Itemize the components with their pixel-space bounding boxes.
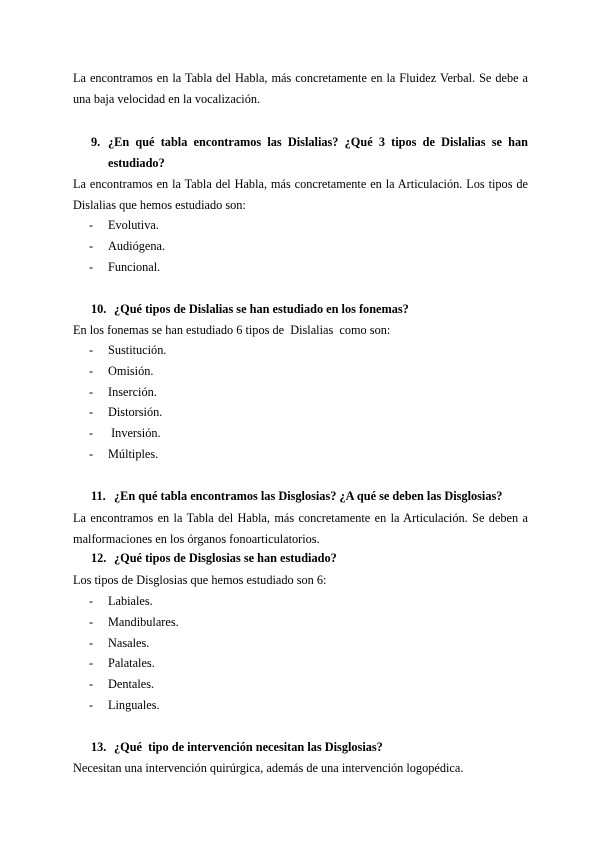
answer-11 xyxy=(73,508,528,549)
question-11-text: ¿En qué tabla encontramos las Disglosias? ¿A qué se deben las Disglosias? xyxy=(114,489,503,503)
list-item xyxy=(89,257,165,278)
list-item-text: Omisión. xyxy=(108,363,154,378)
answer-10 xyxy=(73,320,528,341)
list-item xyxy=(89,402,166,423)
answer-13-line-1: Necesitan una intervención quirúrgica, además de una intervención logopédica. xyxy=(73,761,464,775)
question-10-text: ¿Qué tipos de Dislalias se han estudiado en los fonemas? xyxy=(114,302,409,316)
intro-line-1: La encontramos en la Tabla del Habla, más concretamente en la Fluidez Verbal. Se debe a xyxy=(73,71,528,85)
answer-12 xyxy=(73,570,528,591)
list-item xyxy=(89,674,179,695)
answer-11-line-1: La encontramos en la Tabla del Habla, más concretamente en la Articulación. Se deben a xyxy=(73,511,528,525)
list-marker: - xyxy=(89,384,94,399)
list-item-text: Audiógena. xyxy=(108,238,166,253)
intro-paragraph xyxy=(73,68,528,109)
list-marker: - xyxy=(89,677,94,692)
answer-13 xyxy=(73,758,528,779)
list-item xyxy=(89,633,179,654)
list-marker: - xyxy=(89,614,94,629)
question-9-line-2: estudiado? xyxy=(108,155,165,170)
answer-12-line-1: Los tipos de Disglosias que hemos estudiado son 6: xyxy=(73,573,327,587)
list-marker: - xyxy=(89,238,94,253)
list-item xyxy=(89,591,179,612)
question-12-number: 12. xyxy=(91,551,107,565)
list-item xyxy=(89,382,166,403)
list-9 xyxy=(89,215,165,277)
answer-9-line-2: Dislalias que hemos estudiado son: xyxy=(73,197,246,212)
list-marker: - xyxy=(89,426,94,441)
question-13-text: ¿Qué tipo de intervención necesitan las Disglosias? xyxy=(114,740,383,754)
list-marker: - xyxy=(89,594,94,608)
question-9-text xyxy=(108,132,528,173)
question-12-text: ¿Qué tipos de Disglosias se han estudiado? xyxy=(114,551,337,565)
list-item xyxy=(89,444,166,465)
answer-9 xyxy=(73,174,528,215)
list-item-text: Distorsión. xyxy=(108,405,163,420)
list-item-text: Inversión. xyxy=(108,426,161,441)
list-marker: - xyxy=(89,218,94,232)
list-marker: - xyxy=(89,697,94,712)
list-marker: - xyxy=(89,343,94,357)
list-marker: - xyxy=(89,635,94,650)
list-item-text: Evolutiva. xyxy=(108,218,159,232)
list-item-text: Dentales. xyxy=(108,677,155,692)
list-10 xyxy=(89,340,166,465)
list-item-text: Inserción. xyxy=(108,384,157,399)
question-10-number: 10. xyxy=(91,302,107,316)
list-item-text: Múltiples. xyxy=(108,446,159,461)
question-9-number: 9. xyxy=(91,135,101,149)
question-9-line-1: ¿En qué tabla encontramos las Dislalias? ¿Qué 3 tipos de Dislalias se han xyxy=(108,135,528,149)
list-marker: - xyxy=(89,259,94,274)
list-item xyxy=(89,236,165,257)
list-item xyxy=(89,340,166,361)
list-item-text: Mandibulares. xyxy=(108,614,179,629)
list-item-text: Nasales. xyxy=(108,635,150,650)
list-item xyxy=(89,361,166,382)
list-12 xyxy=(89,591,179,716)
list-item xyxy=(89,423,166,444)
list-item-text: Labiales. xyxy=(108,594,153,608)
list-marker: - xyxy=(89,405,94,420)
list-item-text: Funcional. xyxy=(108,259,161,274)
list-marker: - xyxy=(89,446,94,461)
list-marker: - xyxy=(89,363,94,378)
list-marker: - xyxy=(89,656,94,671)
list-item xyxy=(89,215,165,236)
answer-9-line-1: La encontramos en la Tabla del Habla, más concretamente en la Articulación. Los tipos de xyxy=(73,177,528,191)
list-item-text: Sustitución. xyxy=(108,343,167,357)
list-item xyxy=(89,653,179,674)
list-item xyxy=(89,612,179,633)
answer-10-line-1: En los fonemas se han estudiado 6 tipos de Dislalias como son: xyxy=(73,323,391,337)
list-item xyxy=(89,695,179,716)
list-item-text: Linguales. xyxy=(108,697,160,712)
list-item-text: Palatales. xyxy=(108,656,155,671)
answer-11-line-2: malformaciones en los órganos fonoarticulatorios. xyxy=(73,531,320,546)
question-11-number: 11. xyxy=(91,489,106,503)
intro-line-2: una baja velocidad en la vocalización. xyxy=(73,91,261,106)
question-13-number: 13. xyxy=(91,740,107,754)
